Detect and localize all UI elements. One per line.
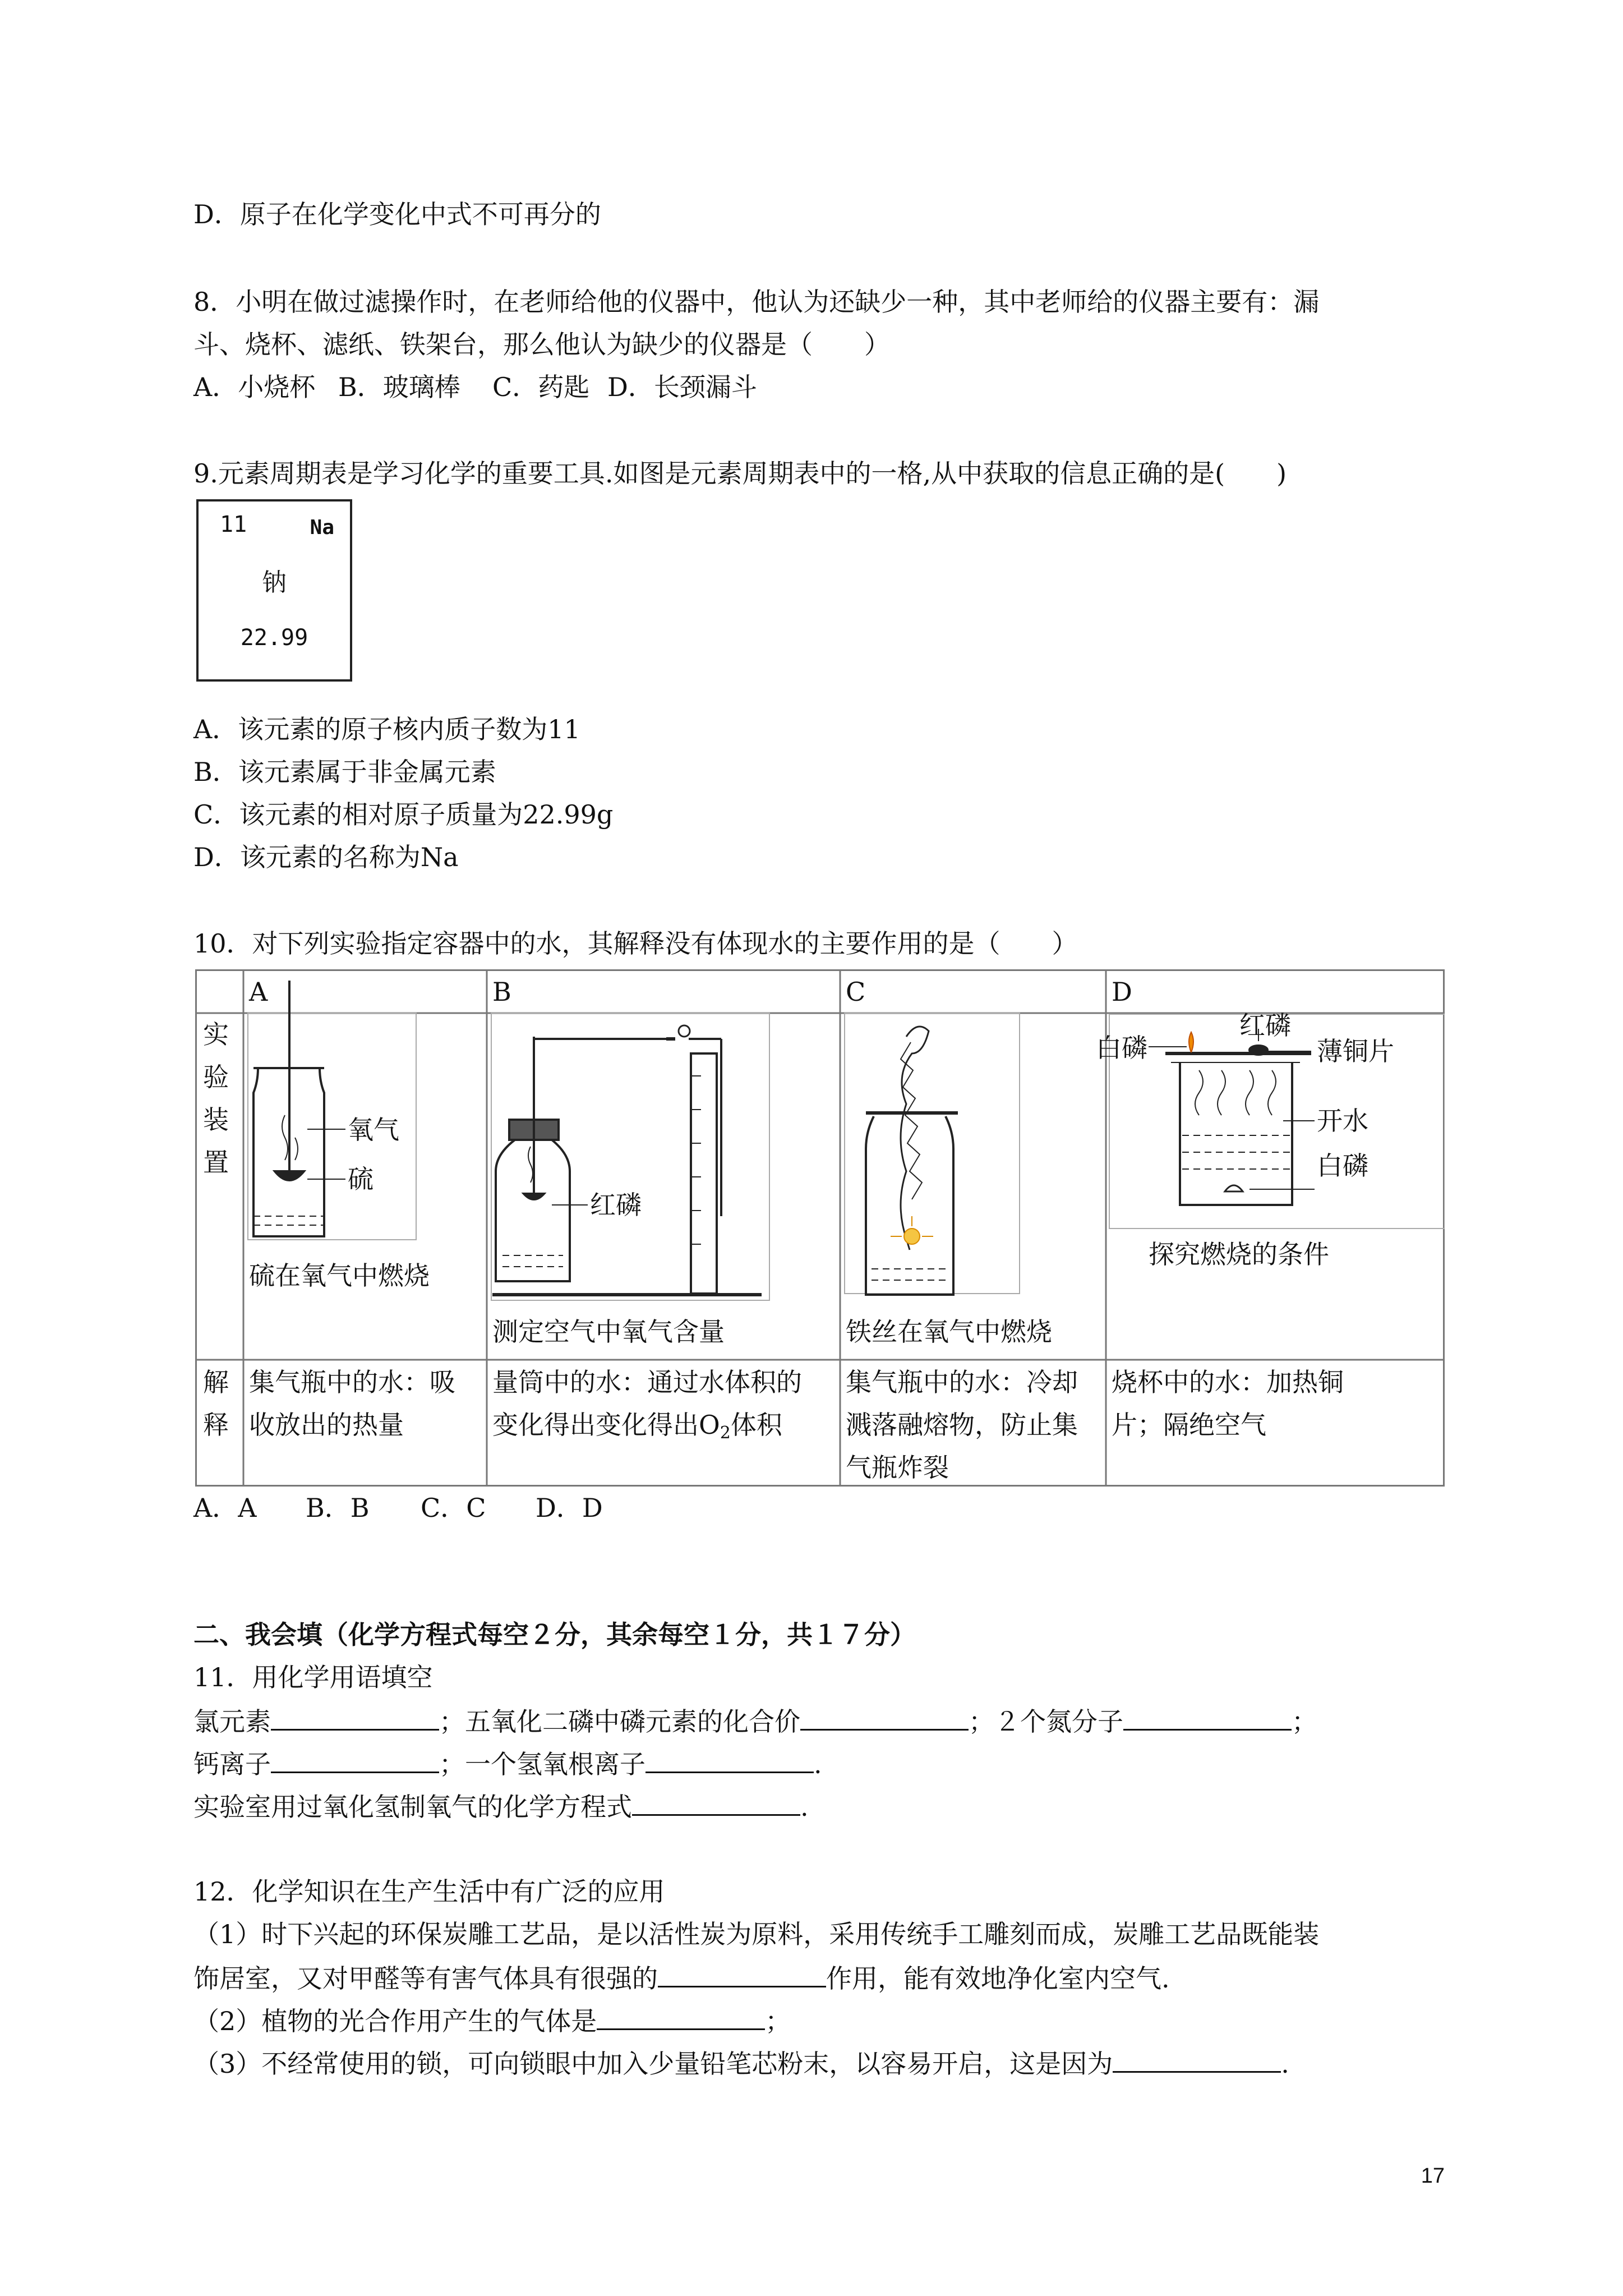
caption-c: 铁丝在氧气中燃烧 [846,1317,1052,1347]
element-card [196,499,352,682]
blank-hydroxide[interactable] [645,1746,814,1773]
q12-p2-text: （2）植物的光合作用产生的气体是 [193,2006,597,2036]
label-a-sulfur: 硫 [348,1164,374,1194]
explain-b-line2: 变化得出变化得出$O_2$体积 [492,1410,782,1443]
q8-option-b: B．玻璃棒 [338,372,460,402]
row-header-explain-2: 释 [203,1410,229,1440]
q10-option-c: C．C [421,1493,486,1523]
q8-stem-line2: 斗、烧杯、滤纸、铁架台，那么他认为缺少的仪器是（ ） [193,329,890,360]
q11-line2-end: . [814,1749,822,1779]
label-d-white-phosphorus-top: 白磷 [1096,1033,1147,1063]
blank-photosynthesis-gas[interactable] [597,2003,765,2030]
q11-line2 [193,1746,822,1781]
q12-p1-line1: （1）时下兴起的环保炭雕工艺品，是以活性炭为原料，采用传统手工雕刻而成，炭雕工艺品既能装 [193,1919,1320,1949]
q11-line1 [193,1703,1317,1738]
q11-chlorine-label: 氯元素 [193,1706,271,1737]
q12-p3-text: （3）不经常使用的锁，可向锁眼中加入少量铅笔芯粉末，以容易开启，这是因为 [193,2049,1113,2079]
q8-option-c: C．药匙 [492,372,590,402]
q11-calcium-label: 钙离子 [193,1749,271,1779]
label-d-copper: 薄铜片 [1317,1036,1394,1066]
blank-nitrogen[interactable] [1123,1703,1292,1731]
explain-d-line2: 片；隔绝空气 [1112,1410,1266,1440]
q11-line3 [193,1788,809,1824]
row-header-explain-1: 解 [203,1367,229,1397]
q11-line1-end: ； [1292,1706,1317,1737]
element-name: 钠 [262,568,287,597]
q10-options [193,1491,603,1525]
experiment-table [195,969,1445,1487]
blank-valence[interactable] [800,1703,969,1731]
explain-d-line1: 烧杯中的水：加热铜 [1112,1367,1344,1397]
q10-stem: 10．对下列实验指定容器中的水，其解释没有体现水的主要作用的是（ ） [193,928,1078,959]
label-d-white-phosphorus-bottom: 白磷 [1317,1151,1368,1181]
row-header-device-1: 实 [203,1019,229,1050]
col-header-d: D [1112,977,1132,1007]
q10-option-d: D．D [536,1493,603,1523]
q11-stem: 11．用化学用语填空 [193,1662,433,1692]
q9-option-b: B．该元素属于非金属元素 [193,757,496,787]
caption-a: 硫在氧气中燃烧 [249,1260,430,1291]
diagram-c [845,1013,1020,1295]
element-symbol: Na [310,516,334,539]
o2-volume: 体积 [730,1410,782,1440]
col-header-b: B [492,977,511,1007]
q8-options [193,370,757,404]
explain-c-line3: 气瓶炸裂 [846,1452,949,1483]
explain-a-line2: 收放出的热量 [249,1410,404,1440]
label-d-red-phosphorus: 红磷 [1239,1010,1291,1041]
atomic-number: 11 [220,512,247,537]
q8-option-a: A．小烧杯 [193,372,316,402]
q10-option-a: A．A [193,1493,257,1523]
label-b-red-phosphorus: 红磷 [590,1190,642,1220]
explain-c-line2: 溅落融熔物，防止集 [846,1410,1078,1440]
q9-option-a: A．该元素的原子核内质子数为11 [193,714,580,744]
col-header-a: A [249,977,268,1007]
q9-stem: 9.元素周期表是学习化学的重要工具.如图是元素周期表中的一格,从中获取的信息正确的是( ) [193,458,1287,489]
q8-stem-line1: 8．小明在做过滤操作时，在老师给他的仪器中，他认为还缺少一种，其中老师给的仪器主要有：漏 [193,287,1320,317]
o2-subscript: 2 [720,1423,731,1443]
diagram-b [491,1013,769,1300]
explain-b-line1: 量筒中的水：通过水体积的 [492,1367,802,1397]
row-header-device-3: 装 [203,1105,229,1135]
explain-a-line1: 集气瓶中的水：吸 [249,1367,455,1397]
blank-adsorption[interactable] [658,1960,826,1987]
q12-p1-text-a: 饰居室，又对甲醛等有害气体具有很强的 [193,1963,658,1994]
o2-symbol: 变化得出O [596,1410,720,1440]
q8-option-d: D．长颈漏斗 [607,372,757,402]
q11-nitrogen-label: ；２个氮分子 [969,1706,1123,1737]
label-d-boiling-water: 开水 [1317,1106,1368,1136]
q7-option-d: D．原子在化学变化中式不可再分的 [193,199,601,229]
q12-p1-line2 [193,1960,1170,1995]
q11-line3-end: . [800,1792,809,1822]
blank-calcium-ion[interactable] [271,1746,439,1773]
blank-graphite-reason[interactable] [1113,2045,1281,2073]
q12-p3-end: . [1281,2049,1289,2079]
page-number: 17 [1421,2164,1445,2188]
q10-option-b: B．B [306,1493,370,1523]
q12-p2 [193,2003,791,2038]
blank-chlorine[interactable] [271,1703,439,1731]
q12-p3 [193,2045,1289,2081]
label-a-oxygen: 氧气 [348,1115,399,1145]
caption-d: 探究燃烧的条件 [1149,1239,1329,1269]
row-header-device-2: 验 [203,1062,229,1092]
q11-equation-label: 实验室用过氧化氢制氧气的化学方程式 [193,1792,632,1822]
explain-c-line1: 集气瓶中的水：冷却 [846,1367,1078,1397]
q9-option-c: C．该元素的相对原子质量为22.99g [193,799,614,830]
q12-p2-end: ； [765,2006,791,2036]
section2-title: 二、我会填（化学方程式每空２分，其余每空１分，共１７分） [193,1619,916,1650]
q12-stem: 12．化学知识在生产生活中有广泛的应用 [193,1876,665,1907]
caption-b: 测定空气中氧气含量 [492,1317,725,1347]
blank-equation[interactable] [632,1788,800,1816]
col-header-c: C [846,977,866,1007]
q11-hydroxide-label: ；一个氢氧根离子 [439,1749,645,1779]
atomic-mass: 22.99 [240,625,308,651]
q12-p1-text-b: 作用，能有效地净化室内空气. [826,1963,1170,1994]
q11-valence-label: ；五氧化二磷中磷元素的化合价 [439,1706,800,1737]
q9-option-d: D．该元素的名称为Na [193,842,459,872]
row-header-device-4: 置 [203,1147,229,1177]
